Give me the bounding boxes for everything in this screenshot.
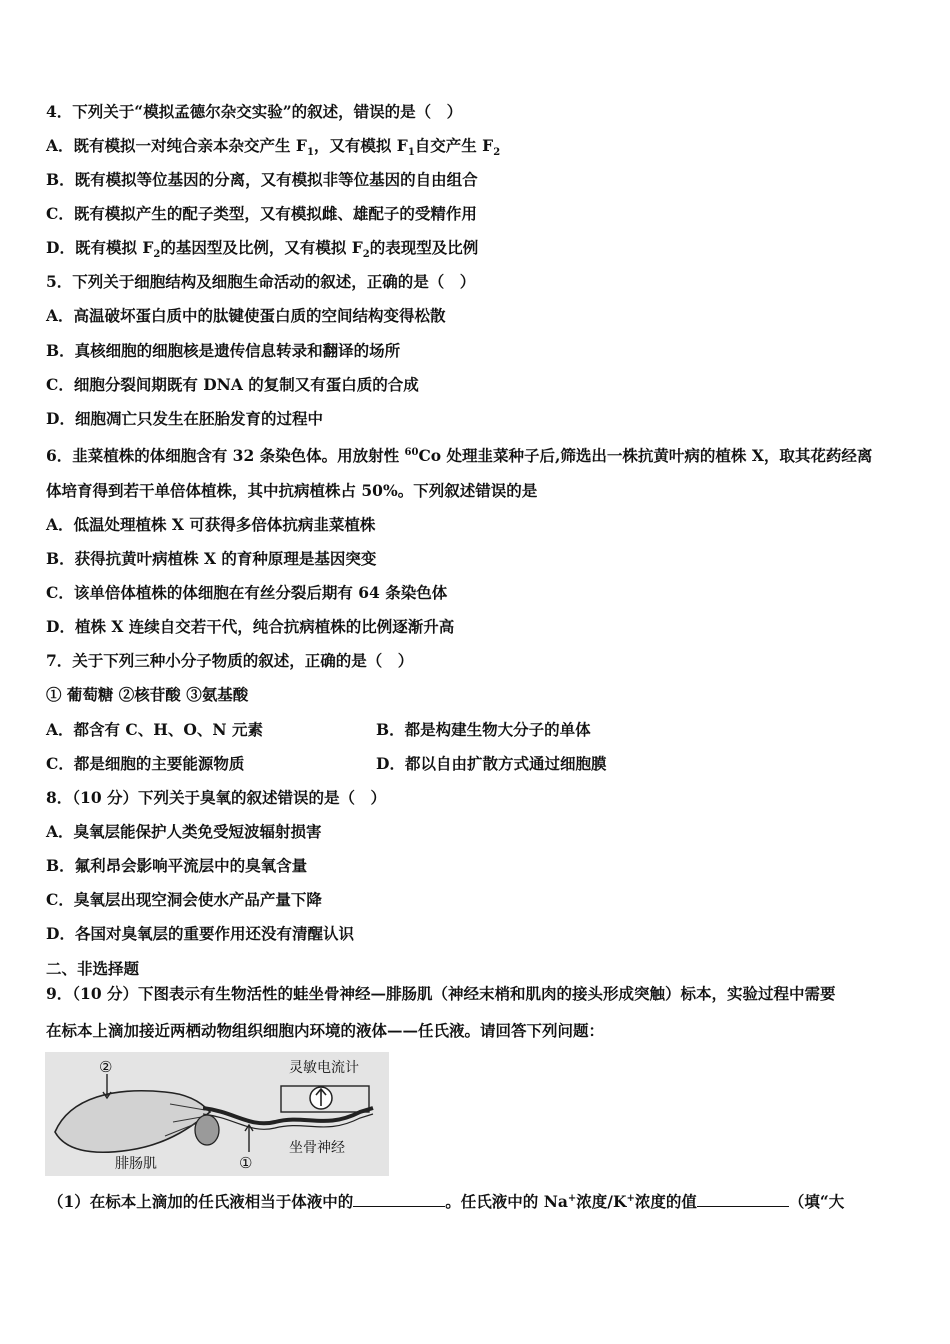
question-6-stem-line1: 6．韭菜植株的体细胞含有 32 条染色体。用放射性 $^{60}$Co 处理韭菜种子后,筛选出一株抗黄叶病的植株 X，取其花药经离 [46,446,873,466]
question-9-part-1: （1）在标本上滴加的任氏液相当于体液中的 。任氏液中的 Na+浓度/K+浓度的值 （填“大 [48,1192,845,1212]
question-8-option-c: C．臭氧层出现空洞会使水产品产量下降 [46,890,322,909]
answer-blank-1[interactable] [353,1192,445,1207]
galvanometer-label: 灵敏电流计 [289,1060,359,1076]
question-7-option-c: C．都是细胞的主要能源物质 [46,754,245,773]
question-7-items: ① 葡萄糖 ②核苷酸 ③氨基酸 [46,685,249,704]
question-9-stem-line1: 9．（10 分）下图表示有生物活性的蛙坐骨神经—腓肠肌（神经末梢和肌肉的接头形成突触）标本，实验过程中需要 [46,984,836,1003]
question-4-stem: 4．下列关于“模拟孟德尔杂交实验”的叙述，错误的是（ ） [46,102,463,121]
question-4-option-a: A．既有模拟一对纯合亲本杂交产生 $F_1$，又有模拟 $F_1$自交产生 $F_2$ [46,136,501,159]
question-7-option-a: A．都含有 C、H、O、N 元素 [46,720,263,739]
question-8-option-d: D．各国对臭氧层的重要作用还没有清醒认识 [46,924,354,943]
question-7-option-d: D．都以自由扩散方式通过细胞膜 [376,754,607,773]
question-5-option-b: B．真核细胞的细胞核是遗传信息转录和翻译的场所 [46,341,401,360]
question-6-option-b: B．获得抗黄叶病植株 X 的育种原理是基因突变 [46,549,377,568]
nerve-label: 坐骨神经 [289,1140,345,1156]
question-5-stem: 5．下列关于细胞结构及细胞生命活动的叙述，正确的是（ ） [46,272,476,291]
question-4-option-c: C．既有模拟产生的配子类型，又有模拟雌、雄配子的受精作用 [46,204,477,223]
question-4-option-d: D．既有模拟 $F_2$的基因型及比例，又有模拟 $F_2$的表现型及比例 [46,238,479,261]
label-1: ① [239,1154,253,1172]
question-4-option-b: B．既有模拟等位基因的分离，又有模拟非等位基因的自由组合 [46,170,478,189]
question-6-option-a: A．低温处理植株 X 可获得多倍体抗病韭菜植株 [46,515,376,534]
question-7-option-b: B．都是构建生物大分子的单体 [376,720,591,739]
question-8-stem: 8．（10 分）下列关于臭氧的叙述错误的是（ ） [46,788,387,807]
question-6-option-c: C．该单倍体植株的体细胞在有丝分裂后期有 64 条染色体 [46,583,448,602]
question-9-stem-line2: 在标本上滴加接近两栖动物组织细胞内环境的液体——任氏液。请回答下列问题： [46,1021,605,1040]
section-heading: 二、非选择题 [46,959,140,978]
muscle-label: 腓肠肌 [115,1156,157,1172]
question-5-option-a: A．高温破坏蛋白质中的肽键使蛋白质的空间结构变得松散 [46,306,446,325]
question-7-stem: 7．关于下列三种小分子物质的叙述，正确的是（ ） [46,651,414,670]
nerve-muscle-figure [45,1052,389,1176]
question-6-option-d: D．植株 X 连续自交若干代，纯合抗病植株的比例逐渐升高 [46,617,455,636]
question-5-option-c: C．细胞分裂间期既有 DNA 的复制又有蛋白质的合成 [46,375,419,394]
question-8-option-b: B．氟利昂会影响平流层中的臭氧含量 [46,856,308,875]
question-5-option-d: D．细胞凋亡只发生在胚胎发育的过程中 [46,409,323,428]
question-8-option-a: A．臭氧层能保护人类免受短波辐射损害 [46,822,322,841]
question-6-stem-line2: 体培育得到若干单倍体植株，其中抗病植株占 50%。下列叙述错误的是 [46,481,538,500]
label-2: ② [99,1058,113,1076]
nerve-junction [195,1115,219,1145]
answer-blank-2[interactable] [697,1192,789,1207]
